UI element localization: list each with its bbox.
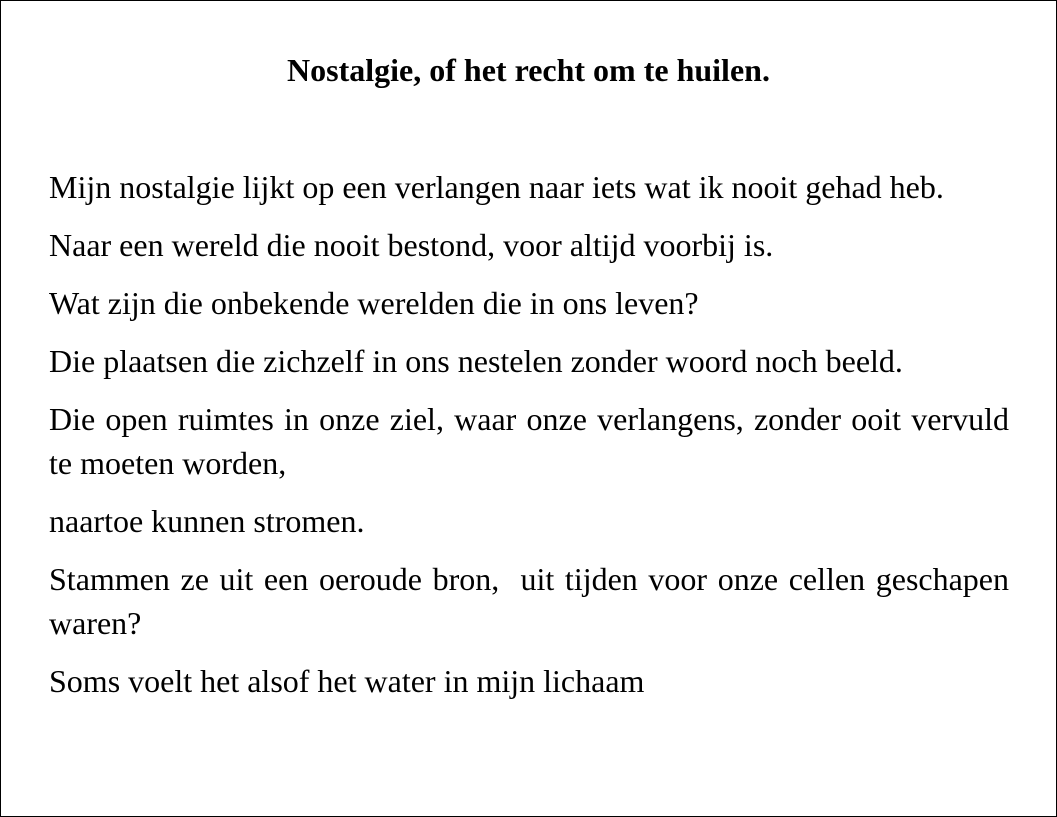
- paragraph: Wat zijn die onbekende werelden die in ons leven?: [49, 285, 699, 321]
- document-title: Nostalgie, of het recht om te huilen.: [287, 52, 770, 88]
- paragraph: Mijn nostalgie lijkt op een verlangen naar iets wat ik nooit gehad heb.: [49, 169, 944, 205]
- paragraph: Naar een wereld die nooit bestond, voor altijd voorbij is.: [49, 227, 774, 263]
- paragraph: Die plaatsen die zichzelf in ons nestelen zonder woord noch beeld.: [49, 343, 903, 379]
- paragraph: Die open ruimtes in onze ziel, waar onze verlangens, zonder ooit vervuld te moeten worden,: [49, 401, 1009, 481]
- paragraph: Soms voelt het alsof het water in mijn lichaam: [49, 663, 645, 699]
- paragraph: naartoe kunnen stromen.: [49, 503, 365, 539]
- paragraph: Stammen ze uit een oeroude bron, uit tijden voor onze cellen geschapen waren?: [49, 561, 1017, 641]
- document-body: [49, 165, 1017, 717]
